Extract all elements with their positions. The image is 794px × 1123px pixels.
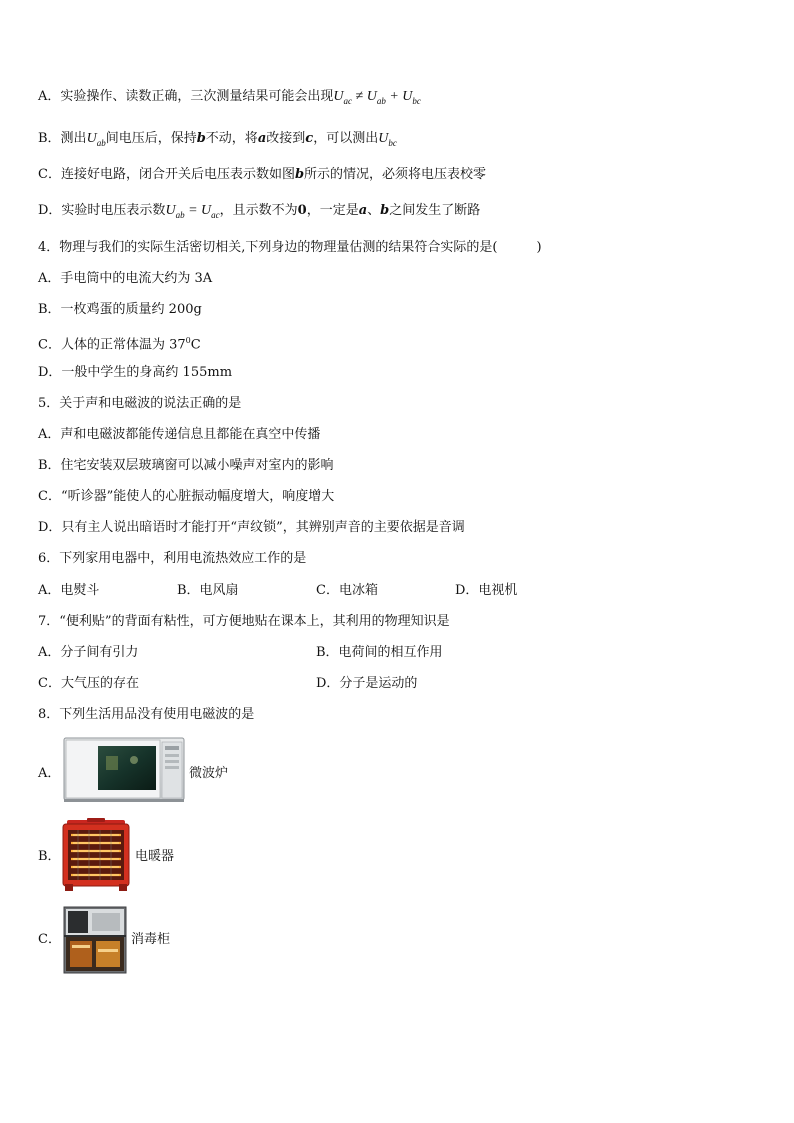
q3-d-zero: 0 [297, 203, 307, 218]
q3-option-a [38, 88, 421, 110]
q4-c-sup: 0 [185, 336, 191, 345]
q8-option-b-label: B． [38, 849, 61, 864]
q3-b-text4: 改接到 [266, 131, 306, 146]
sterilizer-cabinet-image [62, 905, 128, 975]
q3-b-var-b: b [196, 131, 206, 146]
q3-c-text1: C．连接好电路，闭合开关后电压表示数如图 [38, 167, 295, 182]
q4-option-d: D．一般中学生的身高约 155mm [38, 365, 233, 380]
heater-image [61, 818, 131, 892]
q5-option-b: B．住宅安装双层玻璃窗可以减小噪声对室内的影响 [38, 458, 334, 473]
q3-b-var-c: c [305, 131, 314, 146]
q3-d-text5: 之间发生了断路 [389, 203, 481, 218]
q3-b-formula1: $U_{ab}$ [86, 131, 106, 148]
q7-stem: 7．“便利贴”的背面有粘性，可方便地贴在课本上，其利用的物理知识是 [38, 614, 450, 629]
q7-option-d: D．分子是运动的 [316, 676, 418, 691]
q5-option-d: D．只有主人说出暗语时才能打开“声纹锁”，其辨别声音的主要依据是音调 [38, 520, 465, 535]
q3-d-text2: ，且示数不为 [219, 203, 298, 218]
q6-option-b: B．电风扇 [177, 583, 239, 598]
q3-b-text5: ，可以测出 [313, 131, 379, 146]
q3-option-c [38, 166, 486, 184]
q4-option-c [38, 332, 201, 354]
q3-d-var-b: b [380, 203, 390, 218]
q4-option-a: A．手电筒中的电流大约为 3A [38, 271, 213, 286]
q3-a-text: A．实验操作、读数正确，三次测量结果可能会出现 [38, 89, 334, 104]
q3-b-formula2: $U_{bc}$ [378, 131, 397, 148]
q3-d-var-a: a [358, 203, 368, 218]
q3-option-b [38, 130, 397, 152]
q8-option-c-label: C． [38, 932, 61, 947]
q3-d-text3: ，一定是 [306, 203, 359, 218]
q5-stem: 5．关于声和电磁波的说法正确的是 [38, 396, 242, 411]
q6-stem: 6．下列家用电器中，利用电流热效应工作的是 [38, 551, 307, 566]
q8-option-a-label: A． [38, 766, 61, 781]
q3-b-text1: B．测出 [38, 131, 87, 146]
q6-option-d: D．电视机 [455, 583, 518, 598]
q4-option-b: B．一枚鸡蛋的质量约 200g [38, 302, 202, 317]
q3-d-formula: $U_{ab} = U_{ac}$ [165, 203, 220, 220]
q8-option-b-caption: 电暖器 [135, 849, 175, 864]
q3-option-d [38, 202, 480, 224]
q3-c-var-b: b [294, 167, 305, 182]
q7-option-c: C．大气压的存在 [38, 676, 139, 691]
q3-d-text1: D．实验时电压表示数 [38, 203, 166, 218]
q4-c-unit: C [190, 337, 201, 353]
q8-stem: 8．下列生活用品没有使用电磁波的是 [38, 707, 255, 722]
q5-option-a: A．声和电磁波都能传递信息且都能在真空中传播 [38, 427, 321, 442]
q5-option-c: C．“听诊器”能使人的心脏振动幅度增大，响度增大 [38, 489, 335, 504]
q6-option-c: C．电冰箱 [316, 583, 378, 598]
q3-b-text2: 间电压后，保持 [105, 131, 197, 146]
q3-a-formula: $U_{ac} \ne U_{ab} + U_{bc}$ [333, 89, 421, 106]
q8-option-a-caption: 微波炉 [189, 766, 229, 781]
q4-c-text: C．人体的正常体温为 37 [38, 337, 186, 353]
microwave-image [62, 736, 186, 804]
q3-b-text3: 不动，将 [205, 131, 258, 146]
q3-d-text4: 、 [367, 203, 381, 218]
q4-stem: 4．物理与我们的实际生活密切相关,下列身边的物理量估测的结果符合实际的是( ) [38, 240, 542, 255]
q3-c-text2: 所示的情况，必须将电压表校零 [304, 167, 487, 182]
q8-option-c-caption: 消毒柜 [131, 932, 171, 947]
q6-option-a: A．电熨斗 [38, 583, 100, 598]
q3-b-var-a: a [257, 131, 267, 146]
q7-option-a: A．分子间有引力 [38, 645, 139, 660]
q7-option-b: B．电荷间的相互作用 [316, 645, 443, 660]
